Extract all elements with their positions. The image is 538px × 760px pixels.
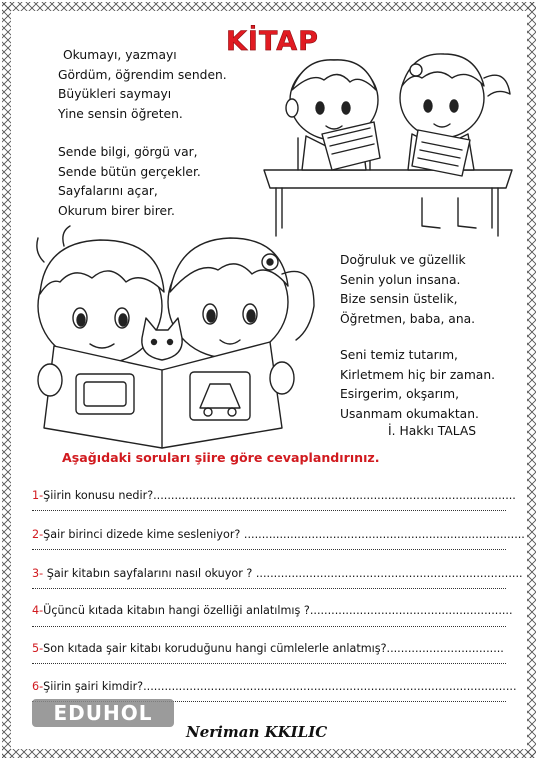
poem-line: Okumayı, yazmayı [63,48,177,62]
poem-line: Büyükleri saymayı [58,87,172,102]
poem-line: Bize sensin üstelik, [340,292,458,307]
kids-reading-book-illustration [14,222,320,452]
poem-line: Okurum birer birer. [58,203,175,218]
question-2 [32,528,525,541]
question-text: Şair kitabın sayfalarını nasıl okuyor ? ........................................................................... [43,567,523,580]
question-number: 6- [32,680,44,693]
answer-line [32,661,506,664]
question-4 [32,604,513,617]
question-text: Şiirin şairi kimdir?......................................................................................................... [43,680,517,693]
poem-line: Seni temiz tutarım, [340,348,458,362]
answer-line [32,508,506,511]
instruction-heading: Aşağıdaki soruları şiire göre cevaplandırınız. [62,450,380,465]
poem-line: Sende bütün gerçekler. [58,164,201,179]
poem-line: Senin yolun insana. [340,272,461,287]
poem-stanza-4 [340,346,495,424]
poem-line: Öğretmen, baba, ana. [340,311,476,326]
kids-at-desk-illustration [262,38,524,238]
answer-line [32,624,506,627]
poem-line: Sende bilgi, görgü var, [58,145,198,159]
question-number: 4- [32,604,44,617]
question-text: Son kıtada şair kitabı koruduğunu hangi cümlelerle anlatmış?................................. [43,642,504,655]
poem-line: Gördüm, öğrendim senden. [58,67,227,82]
page-title: KİTAP [226,26,319,57]
question-number: 2- [32,528,44,541]
question-number: 5- [32,642,44,655]
poem-stanza-3 [340,251,475,329]
poem-line: Sayfalarını açar, [58,184,158,199]
poem-line: Yine sensin öğreten. [58,106,183,121]
poem-line: Kirletmem hiç bir zaman. [340,367,496,382]
answer-line [32,586,506,589]
poem-stanza-2 [58,143,201,221]
question-text: Üçüncü kıtada kitabın hangi özelliği anlatılmış ?......................................................... [43,604,513,617]
poem-line: Usanmam okumaktan. [340,406,479,421]
logo-text: EDUHOL [53,701,153,725]
author-signature: Neriman KKILIC [186,723,328,741]
question-1 [32,489,516,502]
poem-author: İ. Hakkı TALAS [388,424,477,438]
question-6 [32,680,517,693]
answer-line [32,547,506,550]
question-number: 1- [32,489,44,502]
eduhol-logo [32,699,174,727]
question-5 [32,642,504,655]
question-3 [32,567,523,580]
poem-line: Doğruluk ve güzellik [340,253,466,267]
poem-line: Esirgerim, okşarım, [340,387,460,402]
question-number: 3- [32,567,44,580]
question-text: Şair birinci dizede kime sesleniyor? ............................................................................... [43,528,525,541]
poem-stanza-1 [58,46,227,124]
question-text: Şiirin konusu nedir?...................................................................................................... [43,489,516,502]
